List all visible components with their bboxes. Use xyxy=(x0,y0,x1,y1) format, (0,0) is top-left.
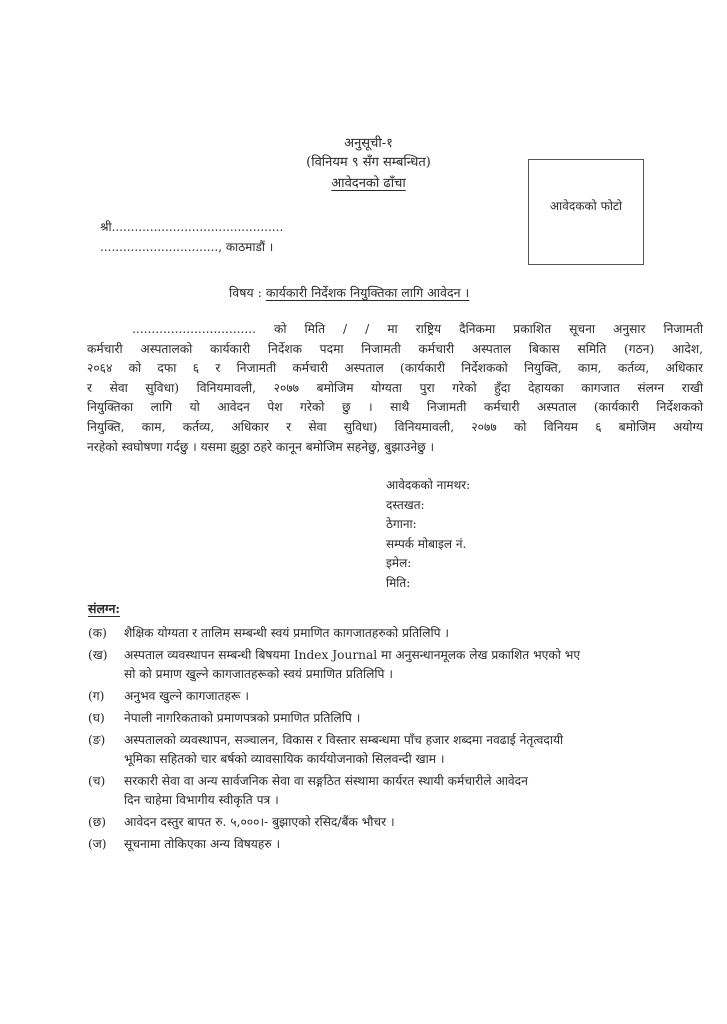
body-line: नियुक्तिका लागि यो आवेदन पेश गरेको छु । साथै निजामती कर्मचारी अस्पताल (कार्यकारी निर्देशकको xyxy=(87,400,703,415)
attachment-text: सो को प्रमाण खुल्ने कागजातहरूको स्वयं प्रमाणित प्रतिलिपि । xyxy=(124,667,393,681)
body-line: र सेवा सुविधा) विनियमावली, २०७७ बमोजिम योग्यता पुरा गरेको हुँदा देहायका कागजात संलग्न राखी xyxy=(87,380,703,395)
subject-label: विषय : xyxy=(229,285,262,300)
signature-label: दस्तखत: xyxy=(386,497,425,512)
address-label: ठेगाना: xyxy=(386,517,417,531)
email-label: इमेल: xyxy=(386,556,412,570)
attachment-label: (च) xyxy=(88,774,106,788)
attachment-item xyxy=(88,646,708,684)
attachment-item xyxy=(88,835,708,854)
attachment-text: नेपाली नागरिकताको प्रमाणपत्रको प्रमाणित प्रतिलिपि । xyxy=(124,711,361,725)
attachment-label: (ज) xyxy=(88,837,107,851)
attachment-label: (ङ) xyxy=(88,733,106,747)
body-line: कर्मचारी अस्पतालको कार्यकारी निर्देशक पदमा निजामती कर्मचारी अस्पताल बिकास समिति (गठन) आदेश, xyxy=(87,341,703,356)
mobile-label: सम्पर्क मोबाइल नं. xyxy=(386,536,467,551)
attachment-text: अनुभव खुल्ने कागजातहरू । xyxy=(124,689,249,703)
attachment-item xyxy=(88,687,708,706)
subject-line xyxy=(229,284,469,301)
attachment-text: भूमिका सहितको चार बर्षको व्यावसायिक कार्ययोजनाको सिलवन्दी खाम । xyxy=(124,752,445,766)
attachment-text: दिन चाहेमा विभागीय स्वीकृति पत्र । xyxy=(124,793,279,807)
attachment-item xyxy=(88,709,708,728)
attachment-text: अस्पतालको व्यवस्थापन, सञ्चालन, विकास र विस्तार सम्बन्धमा पाँच हजार शब्दमा नवढाई नेतृत्वदायी xyxy=(124,733,564,747)
body-line: ................................ को मिति / / मा राष्ट्रिय दैनिकमा प्रकाशित सूचना अनुसार निजामती xyxy=(132,322,703,336)
attachment-item xyxy=(88,624,708,643)
body-line: नरहेको स्वघोषणा गर्दछु । यसमा झुठ्ठा ठहरे कानून बमोजिम सहनेछु, बुझाउनेछु । xyxy=(87,439,435,454)
applicant-name-label: आवेदकको नामथर: xyxy=(386,478,471,492)
attachment-text: सरकारी सेवा वा अन्य सार्वजनिक सेवा वा सङ्गठित संस्थामा कार्यरत स्थायी कर्मचारीले आवेदन xyxy=(124,774,528,788)
body-line: २०६४ को दफा ६ र निजामती कर्मचारी अस्पताल (कार्यकारी निर्देशकको नियुक्ति, काम, कर्तव्य, अधिकार xyxy=(87,361,703,376)
attachment-label: (क) xyxy=(88,626,107,640)
attachment-item xyxy=(88,813,708,832)
regulation-reference: (विनियम ९ सँग सम्बन्धित) xyxy=(306,155,431,170)
form-title-text: आवेदनको ढाँचा xyxy=(331,176,406,191)
photo-box-label: आवेदकको फोटो xyxy=(549,198,623,213)
attachment-item xyxy=(88,731,708,769)
attachment-item xyxy=(88,772,708,810)
body-line: नियुक्ति, काम, कर्तव्य, अधिकार र सेवा सुविधा) विनियमावली, २०७७ को विनियम ६ बमोजिम अयोग्य xyxy=(87,419,703,434)
attachments-list xyxy=(88,624,708,857)
attachment-text: आवेदन दस्तुर बापत रु. ५,०००।- बुझाएको रसिद/बैंक भौचर । xyxy=(124,815,395,829)
signature-block xyxy=(386,476,470,593)
attachments-title: संलग्न: xyxy=(88,601,120,616)
attachment-label: (ग) xyxy=(88,689,105,703)
attachment-label: (घ) xyxy=(88,711,105,725)
subject-text: कार्यकारी निर्देशक नियुक्तिका लागि आवेदन । xyxy=(265,285,470,300)
attachment-text: अस्पताल व्यवस्थापन सम्बन्धी बिषयमा Index Journal मा अनुसन्धानमूलक लेख प्रकाशित भएको भए xyxy=(124,648,581,662)
application-body xyxy=(87,320,703,457)
recipient-address-line: ..............................., काठमाडौं । xyxy=(100,240,274,254)
attachment-text: सूचनामा तोकिएका अन्य विषयहरु । xyxy=(124,837,281,851)
date-label: मिति: xyxy=(386,575,411,590)
attachment-label: (ख) xyxy=(88,648,108,662)
schedule-heading: अनुसूची-१ xyxy=(344,136,393,151)
attachment-text: शैक्षिक योग्यता र तालिम सम्बन्धी स्वयं प्रमाणित कागजातहरुको प्रतिलिपि । xyxy=(124,626,450,640)
attachment-label: (छ) xyxy=(88,815,107,829)
applicant-photo-box xyxy=(528,159,644,265)
recipient-name-line: श्री............................................. xyxy=(100,220,284,234)
